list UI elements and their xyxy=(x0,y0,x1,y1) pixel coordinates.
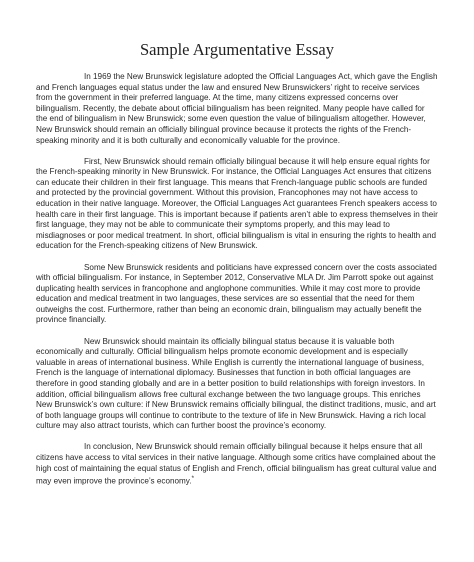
conclusion-text: In conclusion, New Brunswick should remain officially bilingual because it helps ensure that all citizens have access to vital services in their native language. Although some critics have complained about the high cost of maintaining the equal status of English and French, official bilingualism has great cultural value and may even improve the province’s economy. xyxy=(36,442,437,486)
paragraph-conclusion xyxy=(36,442,438,487)
paragraph-costs: Some New Brunswick residents and politicians have expressed concern over the costs associated with official bilingualism. For instance, in September 2012, Conservative MLA Dr. Jim Parrott spoke out against duplicating health services in francophone and anglophone communities. While it may cost more to provide education and medical treatment in two languages, these services are so essential that the need for them outweighs the cost. Furthermore, rather than being an economic drain, bilingualism may actually benefit the province financially. xyxy=(36,262,437,325)
essay-title: Sample Argumentative Essay xyxy=(140,40,334,59)
paragraph-introduction: In 1969 the New Brunswick legislature adopted the Official Languages Act, which gave the English and French languages equal status under the law and ensured New Brunswickers’ right to receive services from the government in their preferred language. At the time, many citizens expressed concerns over bilingualism. Recently, the debate about official bilingualism has been reignited. Many people have called for the end of bilingualism in New Brunswick; some even question the value of bilingualism altogether. However, New Brunswick should remain an officially bilingual province because it protects the rights of the French-speaking minority and it is both culturally and economically valuable for the province. xyxy=(36,72,438,145)
paragraph-equal-rights: First, New Brunswick should remain officially bilingual because it will help ensure equal rights for the French-speaking minority in New Brunswick. For instance, the Official Languages Act ensures that citizens can educate their children in their first language. This means that French-language public schools are funded and protected by the provincial government. Without this provision, Francophones may not have access to education in their native language. Moreover, the Official Languages Act guarantees French speakers access to health care in their first language. This is important because if patients aren’t able to express themselves in their first language, they may not be able to communicate their symptoms properly, and this may lead to misdiagnoses or poor medical treatment. In short, official bilingualism is vital in ensuring the rights to health and education for the French-speaking citizens of New Brunswick. xyxy=(36,156,438,251)
footnote-mark: * xyxy=(191,475,195,483)
paragraph-economic-cultural: New Brunswick should maintain its officially bilingual status because it is valuable both economically and culturally. Official bilingualism helps promote economic development and is especially valuable in areas of international business. While English is currently the international language of business, French is the language of international diplomacy. Businesses that function in both official languages are therefore in good standing globally and are in a better position to build relationships with foreign investors. In addition, official bilingualism allows free cultural exchange between the two language groups. This enriches New Brunswick’s own culture: if New Brunswick remains officially bilingual, the distinct traditions, music, and art of both language groups will continue to contribute to the texture of life in New Brunswick. Having a rich local culture may also attract tourists, which can further boost the province’s economy. xyxy=(36,336,436,431)
